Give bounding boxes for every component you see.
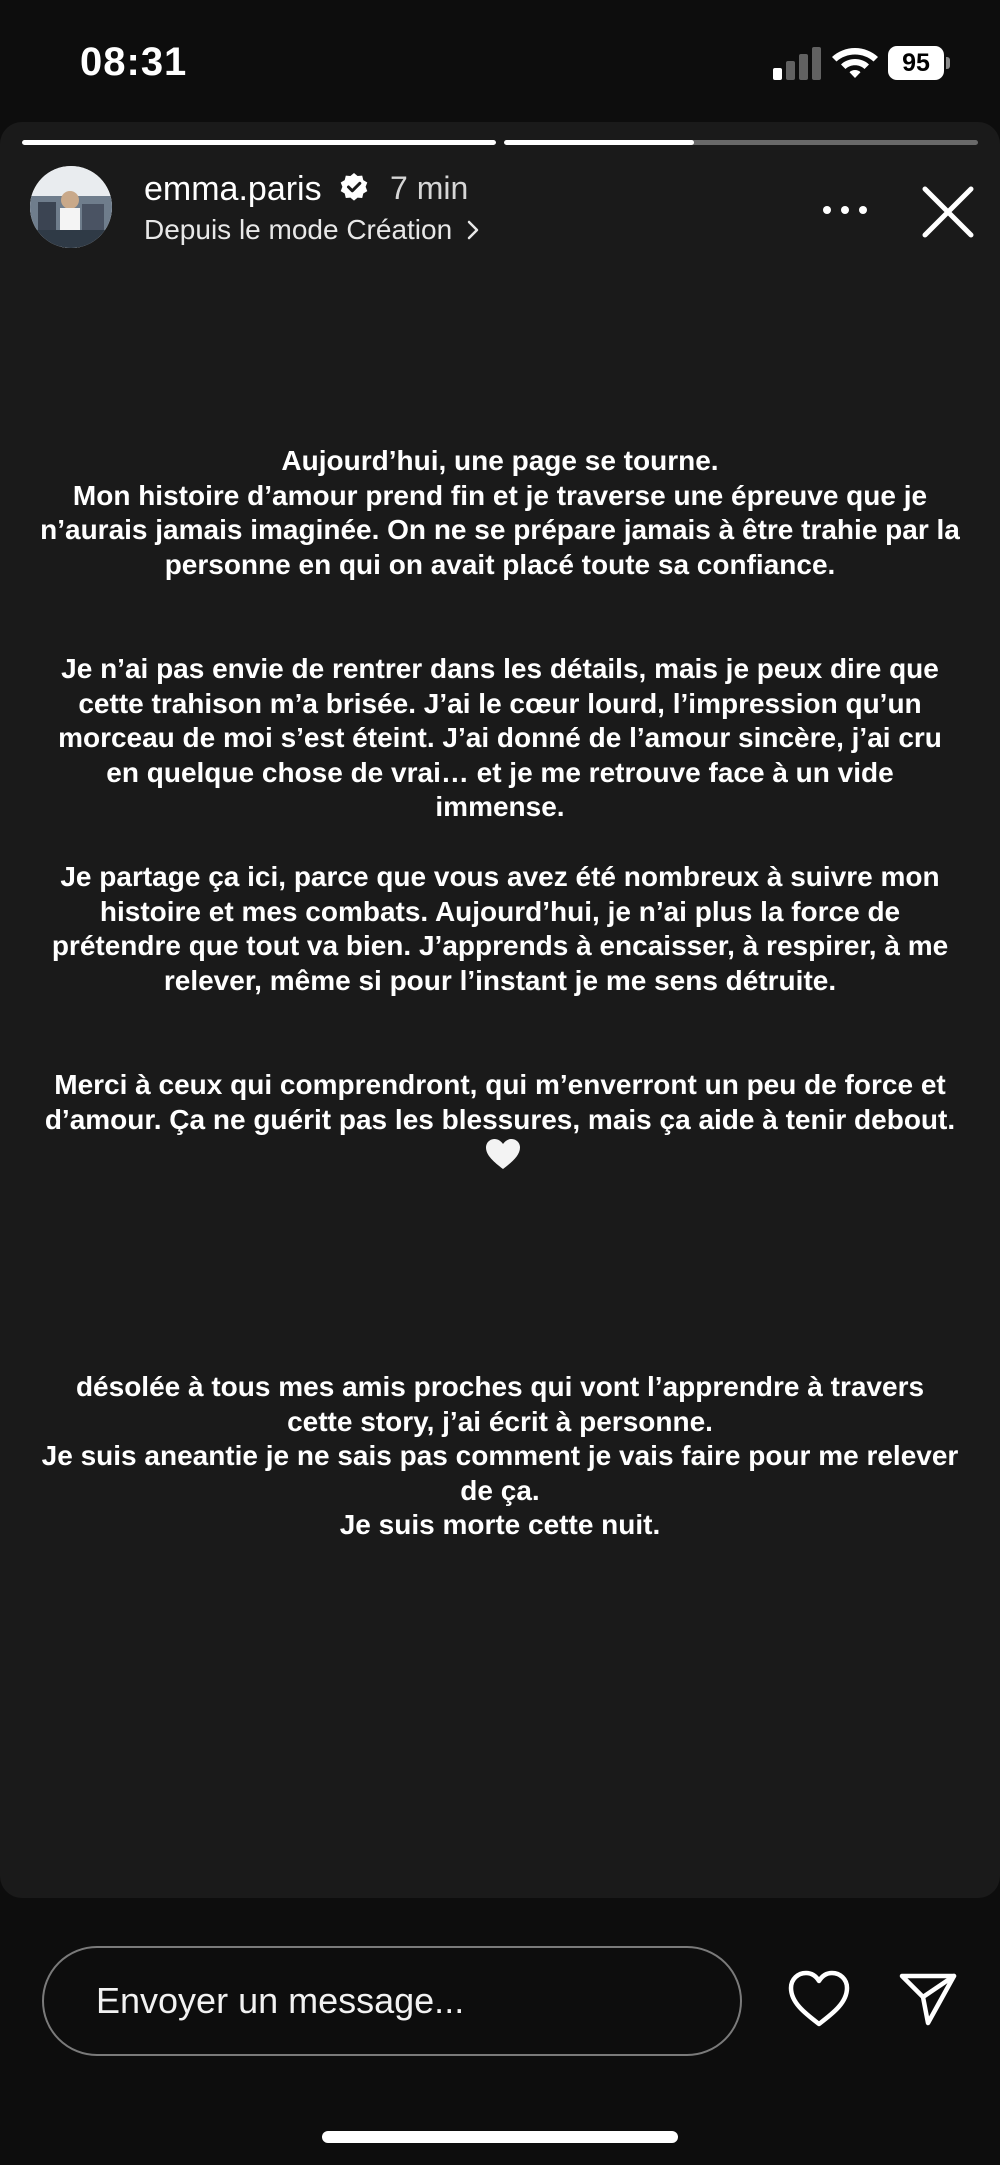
send-icon[interactable]	[898, 1970, 958, 2028]
story-paragraph-3-text: Je partage ça ici, parce que vous avez été nombreux à suivre mon histoire et mes combats. Aujourd’hui, je n’ai plus la force de prétendre que tout va bien. J’apprends à encaisser, à respirer, à me relever, même si pour l’instant je me sens détruite.	[51, 861, 949, 996]
story-progress	[22, 140, 978, 145]
story-card[interactable]	[0, 122, 1000, 1898]
battery-level: 95	[902, 49, 930, 77]
heart-icon[interactable]	[786, 1968, 852, 2030]
more-horizontal-icon[interactable]	[815, 190, 875, 230]
signal-bar	[773, 68, 782, 80]
progress-segment-2	[504, 140, 978, 145]
status-bar	[0, 0, 1000, 120]
story-paragraph-4	[40, 1068, 960, 1180]
story-paragraph-1-text: Aujourd’hui, une page se tourne. Mon histoire d’amour prend fin et je traverse une épreuve que je n’aurais jamais imaginée. On ne se prépare jamais à être trahie par la personne en qui on avait placé toute sa confiance.	[40, 445, 960, 580]
story-paragraph-5	[40, 1370, 960, 1543]
close-icon[interactable]	[920, 184, 976, 240]
story-paragraph-5-text: désolée à tous mes amis proches qui vont l’apprendre à travers cette story, j’ai écrit à personne. Je suis aneantie je ne sais pas comment je vais faire pour me relever de ça. Je suis morte cette nuit.	[41, 1371, 959, 1540]
story-paragraph-1	[40, 444, 960, 582]
story-paragraph-4-text: Merci à ceux qui comprendront, qui m’enverront un peu de force et d’amour. Ça ne guérit pas les blessures, mais ça aide à tenir debout.	[44, 1069, 956, 1135]
status-time: 08:31	[80, 40, 188, 84]
wifi-icon	[832, 44, 878, 80]
message-input[interactable]	[42, 1946, 742, 2056]
signal-bar	[799, 54, 808, 80]
avatar-photo-icon	[30, 166, 112, 248]
story-paragraph-2-text: Je n’ai pas envie de rentrer dans les détails, mais je peux dire que cette trahison m’a brisée. J’ai le cœur lourd, l’impression qu’un morceau de moi s’est éteint. J’ai donné de l’amour sincère, j’ai cru en quelque chose de vrai… et je me retrouve face à un vide immense.	[58, 653, 942, 822]
chevron-right-icon	[466, 219, 480, 241]
story-paragraph-3	[40, 860, 960, 998]
avatar[interactable]	[30, 166, 112, 248]
signal-bar	[812, 47, 821, 80]
progress-segment-1	[22, 140, 496, 145]
story-paragraph-2	[40, 652, 960, 825]
battery-icon	[888, 46, 950, 80]
time-ago: 7 min	[390, 170, 469, 206]
verified-badge-icon	[338, 172, 370, 204]
progress-fill	[22, 140, 496, 145]
white-heart-icon	[484, 1137, 522, 1180]
progress-fill	[504, 140, 694, 145]
home-indicator[interactable]	[322, 2131, 678, 2143]
username[interactable]: emma.paris	[144, 170, 322, 208]
battery-cap	[946, 57, 950, 69]
signal-bar	[786, 61, 795, 80]
story-source-label: Depuis le mode Création	[144, 214, 453, 245]
cellular-signal-icon	[773, 46, 821, 80]
story-source[interactable]	[144, 214, 480, 246]
